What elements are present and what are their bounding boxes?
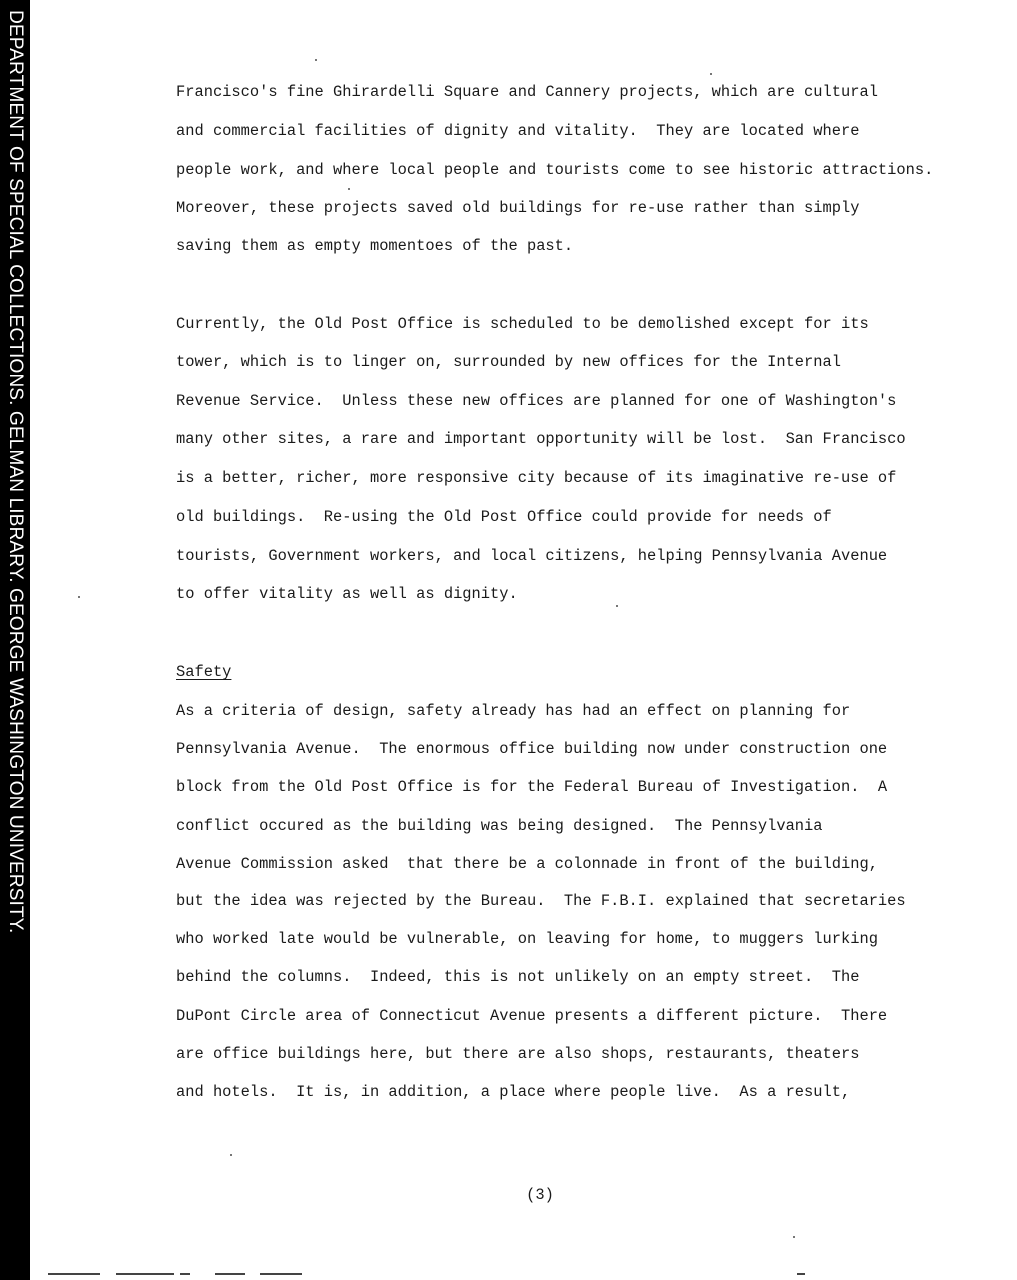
paragraph-3-line: block from the Old Post Office is for the Federal Bureau of Investigation. A bbox=[176, 778, 888, 796]
scan-speck bbox=[793, 1236, 795, 1238]
paragraph-2-line: tourists, Government workers, and local citizens, helping Pennsylvania Avenue bbox=[176, 547, 888, 565]
scan-speck bbox=[78, 596, 80, 598]
paragraph-3-line: behind the columns. Indeed, this is not unlikely on an empty street. The bbox=[176, 968, 860, 986]
scan-edge-mark bbox=[260, 1273, 302, 1275]
paragraph-2-line: Revenue Service. Unless these new offices are planned for one of Washington's bbox=[176, 392, 897, 410]
scan-edge-mark bbox=[116, 1273, 174, 1275]
scan-speck bbox=[348, 188, 350, 190]
archive-side-strip bbox=[0, 0, 30, 1280]
paragraph-3-line: who worked late would be vulnerable, on leaving for home, to muggers lurking bbox=[176, 930, 878, 948]
paragraph-1-line: saving them as empty momentoes of the past. bbox=[176, 237, 574, 255]
paragraph-1-line: people work, and where local people and tourists come to see historic attractions. bbox=[176, 161, 934, 179]
paragraph-3-line: conflict occured as the building was being designed. The Pennsylvania bbox=[176, 817, 823, 835]
paragraph-3-line: and hotels. It is, in addition, a place where people live. As a result, bbox=[176, 1083, 851, 1101]
paragraph-3-line: As a criteria of design, safety already has had an effect on planning for bbox=[176, 702, 851, 720]
paragraph-2-line: to offer vitality as well as dignity. bbox=[176, 585, 518, 603]
scan-speck bbox=[315, 59, 317, 61]
scan-edge-mark bbox=[215, 1273, 245, 1275]
paragraph-2-line: tower, which is to linger on, surrounded by new offices for the Internal bbox=[176, 353, 841, 371]
archive-credit-text: DEPARTMENT OF SPECIAL COLLECTIONS. GELMAN LIBRARY. GEORGE WASHINGTON UNIVERSITY. bbox=[5, 10, 26, 934]
scan-speck bbox=[230, 1154, 232, 1156]
paragraph-2-line: old buildings. Re-using the Old Post Office could provide for needs of bbox=[176, 508, 832, 526]
scan-speck bbox=[710, 73, 712, 75]
scan-speck bbox=[616, 605, 618, 607]
scan-edge-mark bbox=[48, 1273, 100, 1275]
paragraph-3-line: Pennsylvania Avenue. The enormous office building now under construction one bbox=[176, 740, 888, 758]
paragraph-1-line: Moreover, these projects saved old buildings for re-use rather than simply bbox=[176, 199, 860, 217]
paragraph-3-line: but the idea was rejected by the Bureau. The F.B.I. explained that secretaries bbox=[176, 892, 906, 910]
paragraph-3-line: Avenue Commission asked that there be a colonnade in front of the building, bbox=[176, 855, 878, 873]
paragraph-2-line: is a better, richer, more responsive city because of its imaginative re-use of bbox=[176, 469, 897, 487]
paragraph-2-line: Currently, the Old Post Office is scheduled to be demolished except for its bbox=[176, 315, 869, 333]
paragraph-1-line: and commercial facilities of dignity and vitality. They are located where bbox=[176, 122, 860, 140]
paragraph-2-line: many other sites, a rare and important opportunity will be lost. San Francisco bbox=[176, 430, 906, 448]
page-number: (3) bbox=[526, 1186, 554, 1204]
paragraph-3-line: DuPont Circle area of Connecticut Avenue presents a different picture. There bbox=[176, 1007, 888, 1025]
scan-edge-mark bbox=[180, 1273, 190, 1275]
scan-edge-mark bbox=[797, 1273, 805, 1275]
paragraph-1-line: Francisco's fine Ghirardelli Square and Cannery projects, which are cultural bbox=[176, 83, 878, 101]
section-heading-safety: Safety bbox=[176, 663, 232, 681]
paragraph-3-line: are office buildings here, but there are also shops, restaurants, theaters bbox=[176, 1045, 860, 1063]
